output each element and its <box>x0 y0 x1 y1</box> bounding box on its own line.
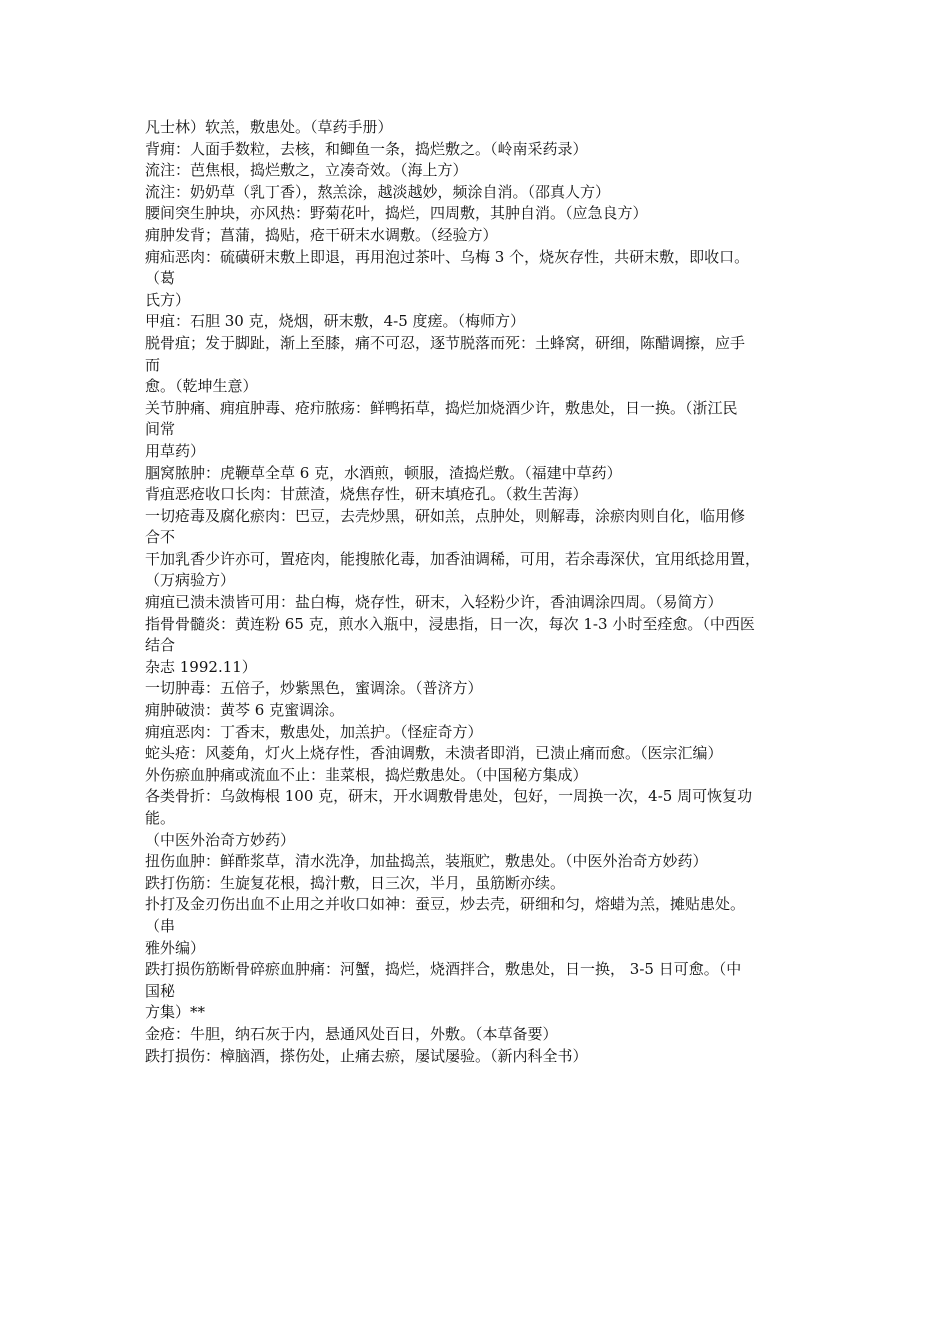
text-line: 一切疮毒及腐化瘀肉：巴豆，去壳炒黑，研如羔，点肿处，则解毒，涂瘀肉则自化，临用修 <box>145 506 746 525</box>
text-line: 而 <box>145 355 161 374</box>
text-line: 痈肿发背；菖蒲，捣贴，疮干研末水调敷。（经验方） <box>145 225 498 244</box>
text-line: 跌打损伤筋断骨碎瘀血肿痛：河蟹，捣烂，烧酒拌合，敷患处，日一换， 3-5 日可愈。（中 <box>145 960 742 979</box>
text-line: （中医外治奇方妙药） <box>145 830 296 849</box>
text-line: 一切肿毒：五倍子，炒紫黑色，蜜调涂。（普济方） <box>145 679 483 698</box>
text-line: 腰间突生肿块，亦风热：野菊花叶，捣烂，四周敷，其肿自消。（应急良方） <box>145 204 648 223</box>
text-line: 背痈：人面手数粒，去核，和鲫鱼一条，捣烂敷之。（岭南采药录） <box>145 139 588 158</box>
text-line: 流注：奶奶草（乳丁香），熬羔涂，越淡越妙，频涂自消。（邵真人方） <box>145 182 611 201</box>
text-line: 背疽恶疮收口长肉：甘蔗渣，烧焦存性，研末填疮孔。（救生苦海） <box>145 485 588 504</box>
text-line: 痈疽恶肉：丁香末，敷患处，加羔护。（怪症奇方） <box>145 722 483 741</box>
text-line: 氏方） <box>145 290 191 309</box>
text-line: 甲疽：石胆 30 克，烧烟，研末敷，4-5 度瘥。（梅师方） <box>145 312 526 331</box>
text-line: 指骨骨髓炎：黄连粉 65 克，煎水入瓶中，浸患指，日一次，每次 1-3 小时至痊愈。（中西医 <box>145 614 755 633</box>
text-line: 各类骨折：乌敛梅根 100 克，研末，开水调敷骨患处，包好，一周换一次，4-5 周可恢复功 <box>145 787 753 806</box>
text-line: 国秘 <box>145 981 176 1000</box>
text-line: 痈肿破溃：黄芩 6 克蜜调涂。 <box>145 701 345 720</box>
text-line: 能。 <box>145 809 176 827</box>
text-line: 合不 <box>145 528 176 547</box>
text-line: 杂志 1992.11） <box>145 657 257 676</box>
text-line: 脱骨疽；发于脚趾，渐上至膝，痛不可忍，逐节脱落而死：土蜂窝，研细，陈醋调擦，应手 <box>145 333 746 352</box>
text-line: 干加乳香少许亦可，置疮肉，能搜脓化毒，加香油调稀，可用，若余毒深伏，宜用纸捻用置， <box>145 549 761 568</box>
text-line: 间常 <box>145 420 176 439</box>
text-line: 扑打及金刃伤出血不止用之并收口如神：蚕豆，炒去壳，研细和匀，熔蜡为羔，摊贴患处。 <box>145 895 746 914</box>
text-line: 跌打伤筋：生旋复花根，捣汁敷，日三次，半月，虽筋断亦续。 <box>145 873 566 892</box>
text-line: 扭伤血肿：鲜酢浆草，清水洗净，加盐捣羔，装瓶贮，敷患处。（中医外治奇方妙药） <box>145 852 708 871</box>
text-line: 金疮：牛胆，纳石灰于内，悬通风处百日，外敷。（本草备要） <box>145 1024 558 1043</box>
text-line: 腘窝脓肿：虎鞭草全草 6 克，水酒煎，顿服，渣捣烂敷。（福建中草药） <box>145 463 622 482</box>
text-line: 痈疝恶肉：硫磺研末敷上即退，再用泡过茶叶、乌梅 3 个，烧灰存性，共研末敷，即收口。 <box>145 247 750 266</box>
text-line: 方集）** <box>145 1003 206 1022</box>
text-line: 凡士林）软羔，敷患处。（草药手册） <box>145 118 393 136</box>
text-line: （万病验方） <box>145 571 236 590</box>
text-line: （葛 <box>145 269 176 288</box>
text-line: 外伤瘀血肿痛或流血不止：韭菜根，捣烂敷患处。（中国秘方集成） <box>145 765 588 784</box>
text-line: 痈疽已溃未溃皆可用：盐白梅，烧存性，研末，入轻粉少许，香油调涂四周。（易简方） <box>145 593 723 612</box>
text-line: 雅外编） <box>145 938 206 957</box>
text-line: （串 <box>145 916 176 935</box>
text-line: 结合 <box>145 636 176 655</box>
text-line: 愈。（乾坤生意） <box>145 377 258 396</box>
text-line: 蛇头疮：风菱角，灯火上烧存性，香油调敷，未溃者即消，已溃止痛而愈。（医宗汇编） <box>145 744 723 763</box>
text-line: 用草药） <box>145 441 206 460</box>
text-line: 流注：芭焦根，捣烂敷之，立凑奇效。（海上方） <box>145 161 468 180</box>
document-body <box>145 117 810 1067</box>
text-line: 跌打损伤：樟脑酒，搽伤处，止痛去瘀，屡试屡验。（新内科全书） <box>145 1046 588 1065</box>
text-line: 关节肿痛、痈疽肿毒、疮疖脓疡：鲜鸭拓草，捣烂加烧酒少许，敷患处，日一换。（浙江民 <box>145 398 738 417</box>
